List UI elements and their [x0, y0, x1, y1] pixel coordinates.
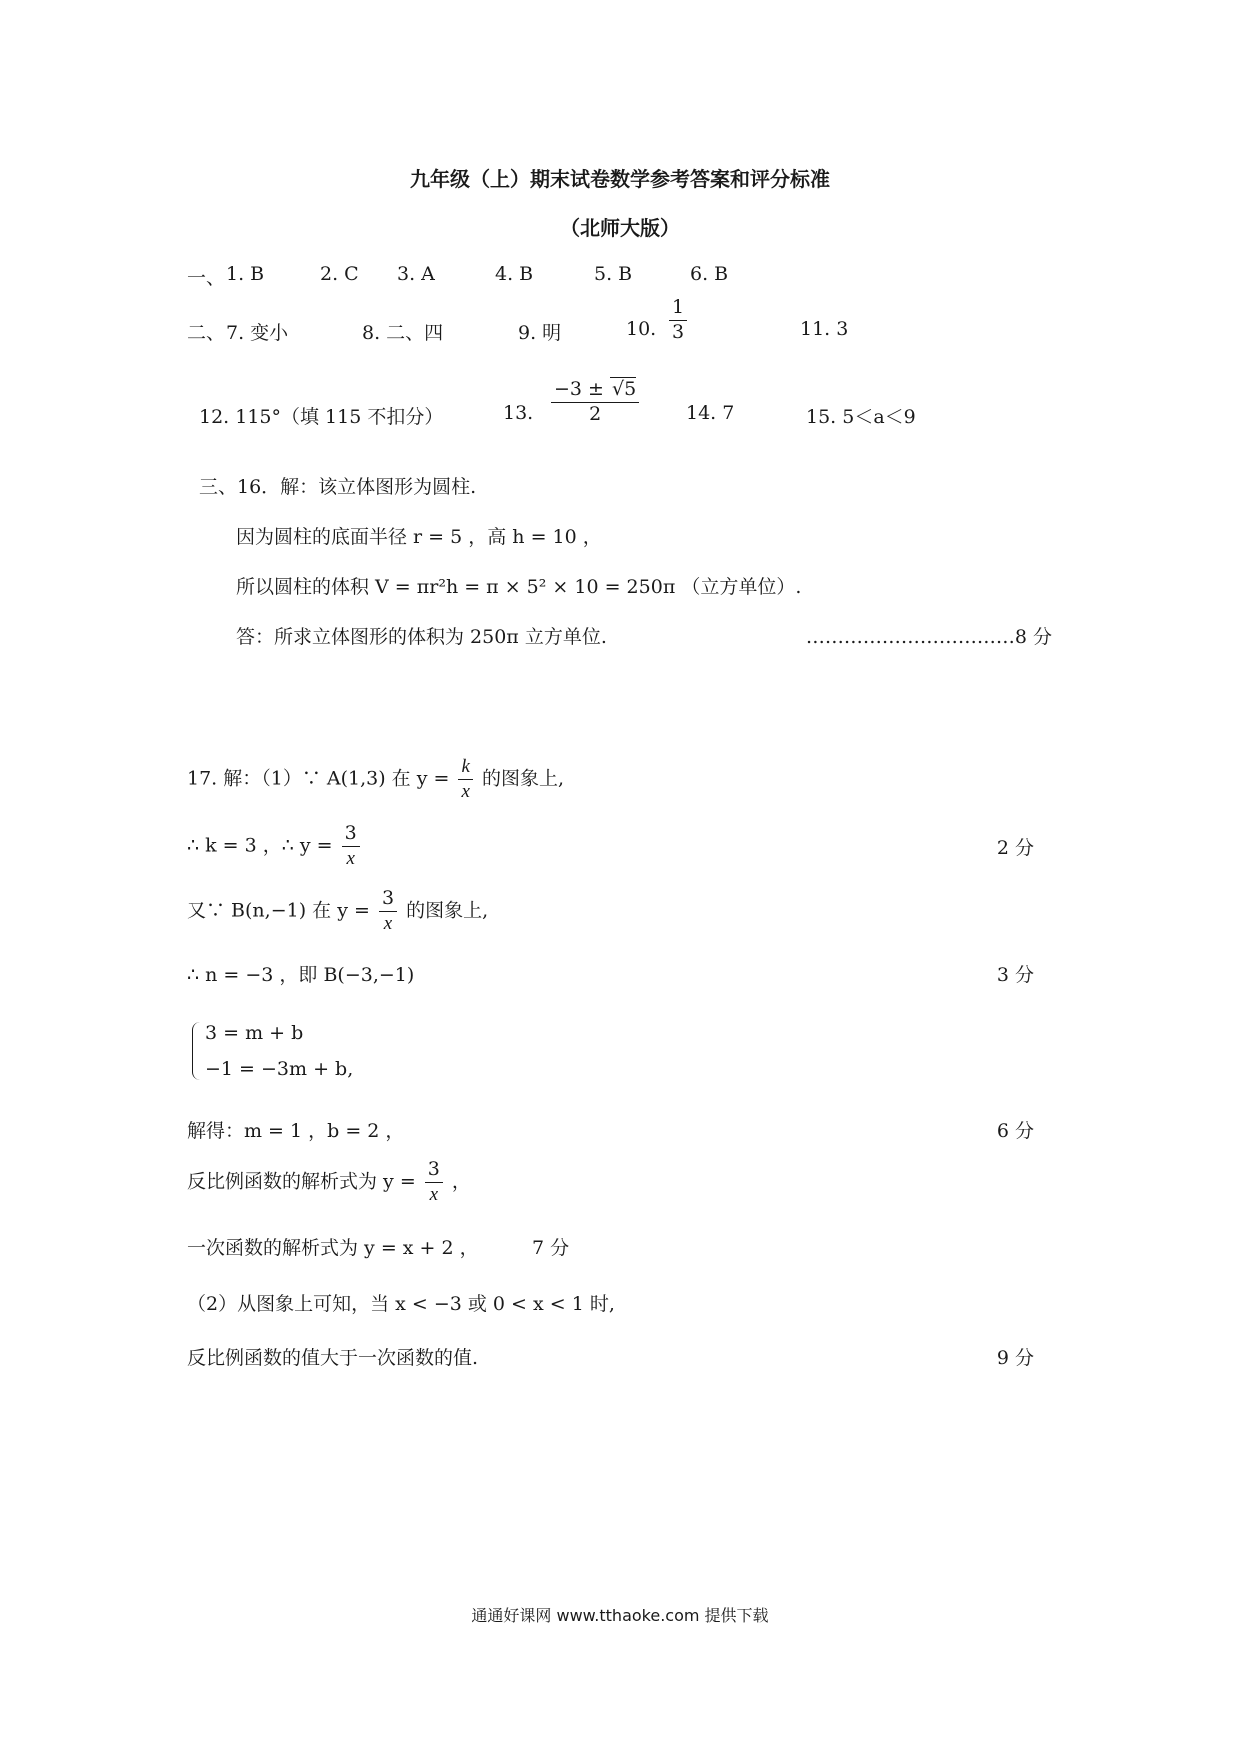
section1-prefix: 一、: [187, 267, 226, 289]
q17-line9: 反比例函数的值大于一次函数的值.: [187, 1347, 479, 1369]
answer-q5: 5. B: [594, 263, 633, 285]
q10-denominator: 3: [672, 320, 685, 343]
q16-heading: 三、16．解：该立体图形为圆柱.: [199, 476, 477, 498]
q16-score: ……………………………8 分: [805, 626, 1052, 648]
q17-line2: ∴ k = 3 ，∴ y = $\frac{3}{x}$: [187, 822, 363, 871]
doc-subtitle: （北师大版）: [560, 216, 680, 240]
answer-q3: 3. A: [397, 263, 435, 285]
q16-line3: 答：所求立体图形的体积为 250π 立方单位.: [236, 626, 607, 648]
answer-q4: 4. B: [495, 263, 534, 285]
answer-q10-label: 10.: [626, 318, 657, 340]
equation-2: −1 = −3m + b,: [205, 1058, 354, 1080]
answer-q1: 1. B: [226, 263, 265, 285]
q17-score-3: 3 分: [996, 964, 1034, 986]
answer-q13-fraction: [548, 378, 642, 427]
answer-q9: 9. 明: [518, 322, 562, 344]
answer-q12: 12. 115°（填 115 不扣分）: [199, 406, 444, 428]
q17-score-9: 9 分: [996, 1347, 1034, 1369]
section2-prefix: 二、: [187, 322, 226, 344]
doc-title: 九年级（上）期末试卷数学参考答案和评分标准: [410, 167, 830, 191]
q17-score-7: 7 分: [532, 1237, 570, 1259]
q17-line1: 17. 解：（1）∵ A(1,3) 在 y = $\frac{k}{x}$ 的图象上,: [187, 756, 564, 802]
q17-score-6: 6 分: [996, 1120, 1034, 1142]
answer-q10-fraction: [666, 296, 690, 345]
q10-numerator: 1: [669, 296, 687, 321]
answer-q2: 2. C: [320, 263, 359, 285]
q13-denominator: 2: [589, 402, 602, 425]
footer-source: 通通好课网 www.tthaoke.com 提供下载: [471, 1606, 769, 1625]
q17-line4: ∴ n = −3 ，即 B(−3,−1): [187, 964, 415, 986]
answer-q14: 14. 7: [686, 402, 735, 424]
q17-line6: 反比例函数的解析式为 y = $\frac{3}{x}$ ，: [187, 1158, 471, 1205]
answer-q11: 11. 3: [800, 318, 849, 340]
equation-1: 3 = m + b: [205, 1022, 304, 1044]
answer-q15: 15. 5＜a＜9: [806, 406, 916, 428]
q16-line2: 所以圆柱的体积 V = πr²h = π × 5² × 10 = 250π （立方单位）.: [236, 576, 802, 598]
q13-numerator: −3 ± √5: [551, 378, 639, 403]
q17-line3: 又∵ B(n,−1) 在 y = $\frac{3}{x}$ 的图象上,: [187, 887, 489, 934]
answer-q7: 7. 变小: [226, 322, 289, 344]
answer-q8: 8. 二、四: [362, 322, 444, 344]
sqrt-five: √5: [612, 378, 637, 400]
q16-line1: 因为圆柱的底面半径 r = 5 ，高 h = 10 ，: [236, 526, 602, 548]
equation-system-brace: [192, 1022, 202, 1080]
q17-line7: 一次函数的解析式为 y = x + 2 ，: [187, 1237, 479, 1259]
q17-score-2: 2 分: [996, 837, 1034, 859]
answer-q6: 6. B: [690, 263, 729, 285]
answer-q13-label: 13.: [503, 402, 534, 424]
q17-line8: （2）从图象上可知，当 x < −3 或 0 < x < 1 时,: [187, 1293, 615, 1315]
q17-line5: 解得：m = 1 ，b = 2 ，: [187, 1120, 405, 1142]
